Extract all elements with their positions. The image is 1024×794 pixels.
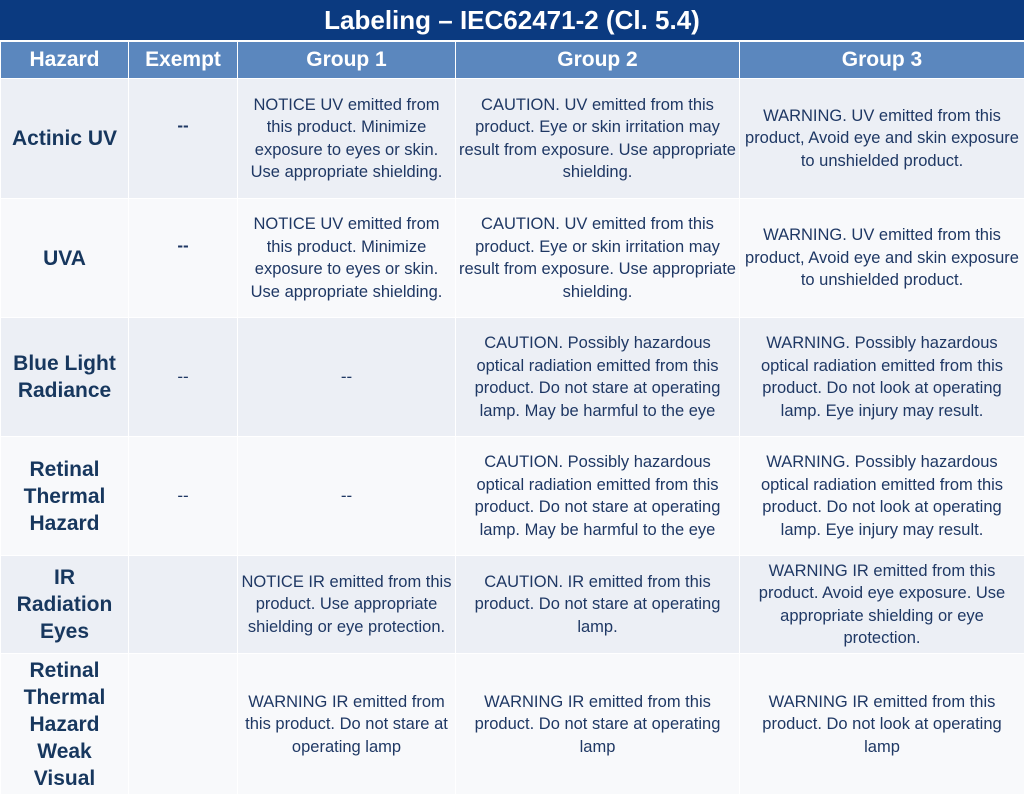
hazard-cell: IR Radiation Eyes	[1, 556, 129, 654]
labeling-table	[0, 41, 1024, 794]
group-3-cell: WARNING. Possibly hazardous optical radiation emitted from this product. Do not look at operating lamp. Eye injury may result.	[740, 437, 1024, 556]
column-header-hazard: Hazard	[1, 42, 129, 79]
exempt-cell: --	[129, 437, 238, 556]
column-header-group-1: Group 1	[238, 42, 456, 79]
header-row	[1, 42, 1024, 79]
hazard-cell: Retinal Thermal Hazard Weak Visual	[1, 654, 129, 794]
group-2-cell: CAUTION. Possibly hazardous optical radiation emitted from this product. Do not stare at operating lamp. May be harmful to the eye	[456, 318, 740, 437]
table-row	[1, 199, 1024, 318]
group-1-cell: --	[238, 437, 456, 556]
group-2-cell: CAUTION. IR emitted from this product. Do not stare at operating lamp.	[456, 556, 740, 654]
hazard-cell: Retinal Thermal Hazard	[1, 437, 129, 556]
group-3-cell: WARNING. Possibly hazardous optical radiation emitted from this product. Do not look at operating lamp. Eye injury may result.	[740, 318, 1024, 437]
group-1-cell: WARNING IR emitted from this product. Do not stare at operating lamp	[238, 654, 456, 794]
group-3-cell: WARNING IR emitted from this product. Avoid eye exposure. Use appropriate shielding or eye protection.	[740, 556, 1024, 654]
group-1-cell: --	[238, 318, 456, 437]
column-header-group-2: Group 2	[456, 42, 740, 79]
table-row	[1, 79, 1024, 199]
exempt-cell	[129, 654, 238, 794]
exempt-cell: --	[129, 79, 238, 199]
group-3-cell: WARNING IR emitted from this product. Do not look at operating lamp	[740, 654, 1024, 794]
group-3-cell: WARNING. UV emitted from this product, Avoid eye and skin exposure to unshielded product.	[740, 79, 1024, 199]
column-header-exempt: Exempt	[129, 42, 238, 79]
group-2-cell: WARNING IR emitted from this product. Do not stare at operating lamp	[456, 654, 740, 794]
group-1-cell: NOTICE UV emitted from this product. Minimize exposure to eyes or skin. Use appropriate shielding.	[238, 199, 456, 318]
hazard-cell: Actinic UV	[1, 79, 129, 199]
group-1-cell: NOTICE IR emitted from this product. Use appropriate shielding or eye protection.	[238, 556, 456, 654]
group-2-cell: CAUTION. UV emitted from this product. Eye or skin irritation may result from exposure. Use appropriate shielding.	[456, 199, 740, 318]
table-row	[1, 437, 1024, 556]
exempt-cell	[129, 556, 238, 654]
column-header-group-3: Group 3	[740, 42, 1024, 79]
exempt-cell: --	[129, 318, 238, 437]
hazard-cell: Blue Light Radiance	[1, 318, 129, 437]
group-2-cell: CAUTION. Possibly hazardous optical radiation emitted from this product. Do not stare at operating lamp. May be harmful to the eye	[456, 437, 740, 556]
group-1-cell: NOTICE UV emitted from this product. Minimize exposure to eyes or skin. Use appropriate shielding.	[238, 79, 456, 199]
exempt-cell: --	[129, 199, 238, 318]
table-row	[1, 654, 1024, 794]
group-3-cell: WARNING. UV emitted from this product, Avoid eye and skin exposure to unshielded product.	[740, 199, 1024, 318]
hazard-cell: UVA	[1, 199, 129, 318]
group-2-cell: CAUTION. UV emitted from this product. Eye or skin irritation may result from exposure. Use appropriate shielding.	[456, 79, 740, 199]
slide-title: Labeling – IEC62471-2 (Cl. 5.4)	[0, 0, 1024, 40]
table-row	[1, 556, 1024, 654]
table-row	[1, 318, 1024, 437]
